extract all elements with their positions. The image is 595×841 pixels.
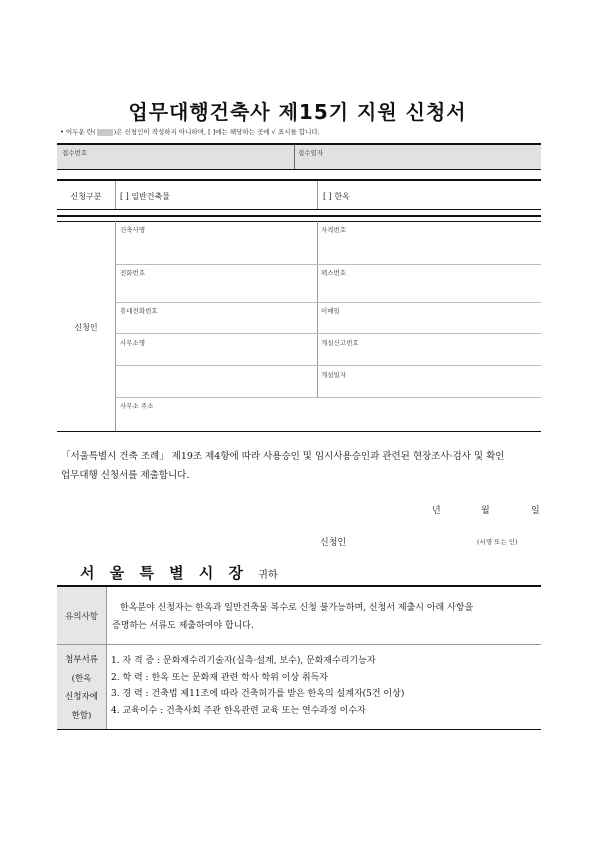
- statement-line-2: 업무대행 신청서를 제출합니다.: [61, 470, 190, 481]
- email-label: 이메일: [321, 307, 340, 315]
- date-day: 일: [531, 506, 540, 516]
- option-hanok[interactable]: [ ] 한옥: [323, 192, 350, 201]
- statement: [61, 447, 541, 485]
- option-general-building[interactable]: [ ] 일반건축물: [120, 192, 170, 201]
- caution-line-1: 한옥분야 신청자는 한옥과 일반건축물 복수로 신청 불가능하며, 신청서 제출시 아래 사항을: [120, 603, 474, 613]
- receipt-date-label: 접수일자: [298, 149, 324, 157]
- receipt-number-label: 접수번호: [62, 149, 88, 157]
- attachments-label-line-2: (한옥: [71, 673, 92, 684]
- application-type-label: 신청구분: [70, 192, 102, 201]
- office-address-label: 사무소 주소: [120, 402, 154, 410]
- instruction-note: [60, 127, 320, 136]
- date-month: 월: [481, 506, 490, 516]
- shaded-sample: [97, 129, 113, 136]
- attachments-list: [111, 653, 541, 719]
- office-name-label: 사무소명: [120, 339, 146, 347]
- architect-name-label: 건축사명: [120, 226, 146, 234]
- recipient-suffix: 귀하: [258, 570, 278, 581]
- caution-label: 유의사항: [65, 612, 98, 622]
- office-registration-label: 개설신고번호: [321, 339, 359, 347]
- note-prefix: • 어두운 란(: [60, 128, 96, 136]
- recipient: [80, 562, 278, 583]
- note-suffix: )은 신청인이 작성하지 아니하며, [ ]에는 해당하는 곳에 √ 표시를 합니다.: [113, 128, 320, 136]
- date-year: 년: [432, 506, 441, 516]
- attachment-item-3: 3. 경 력 : 건축법 제11조에 따라 건축허가를 받은 한옥의 설계자(5건 이상): [111, 689, 405, 699]
- signature-label: 신청인: [320, 538, 347, 548]
- signature-hint: (서명 또는 인): [477, 538, 518, 546]
- caution-text: [112, 599, 540, 635]
- fax-label: 팩스번호: [321, 269, 347, 277]
- attachments-label-line-3: 신청자에: [65, 692, 98, 702]
- attachments-label-line-1: 첨부서류: [65, 655, 98, 665]
- attachment-item-2: 2. 학 력 : 한옥 또는 문화재 관련 학사 학위 이상 취득자: [111, 672, 328, 683]
- receipt-box: [57, 143, 541, 170]
- applicant-section-label: 신청인: [74, 323, 98, 332]
- recipient-mayor: 서 울 특 별 시 장: [80, 564, 249, 582]
- attachment-item-4: 4. 교육이수 : 건축사회 주관 한옥관련 교육 또는 연수과정 이수자: [111, 705, 366, 716]
- license-number-label: 자격번호: [321, 226, 347, 234]
- caution-line-2: 증명하는 서류도 제출하여야 합니다.: [112, 621, 254, 631]
- mobile-label: 휴대전화번호: [120, 307, 158, 315]
- attachments-label-line-4: 한함): [71, 710, 92, 721]
- attachment-item-1: 1. 자 격 증 : 문화재수리기술자(실측·설계, 보수), 문화재수리기능자: [111, 656, 376, 666]
- office-open-date-label: 개설일자: [321, 371, 347, 379]
- phone-label: 전화번호: [120, 269, 146, 277]
- statement-line-1: 「서울특별시 건축 조례」 제19조 제4항에 따라 사용승인 및 임시사용승인과 관련된 현장조사·검사 및 확인: [61, 451, 505, 462]
- attachments-label: [57, 651, 106, 725]
- page-title: 업무대행건축사 제15기 지원 신청서: [128, 100, 467, 124]
